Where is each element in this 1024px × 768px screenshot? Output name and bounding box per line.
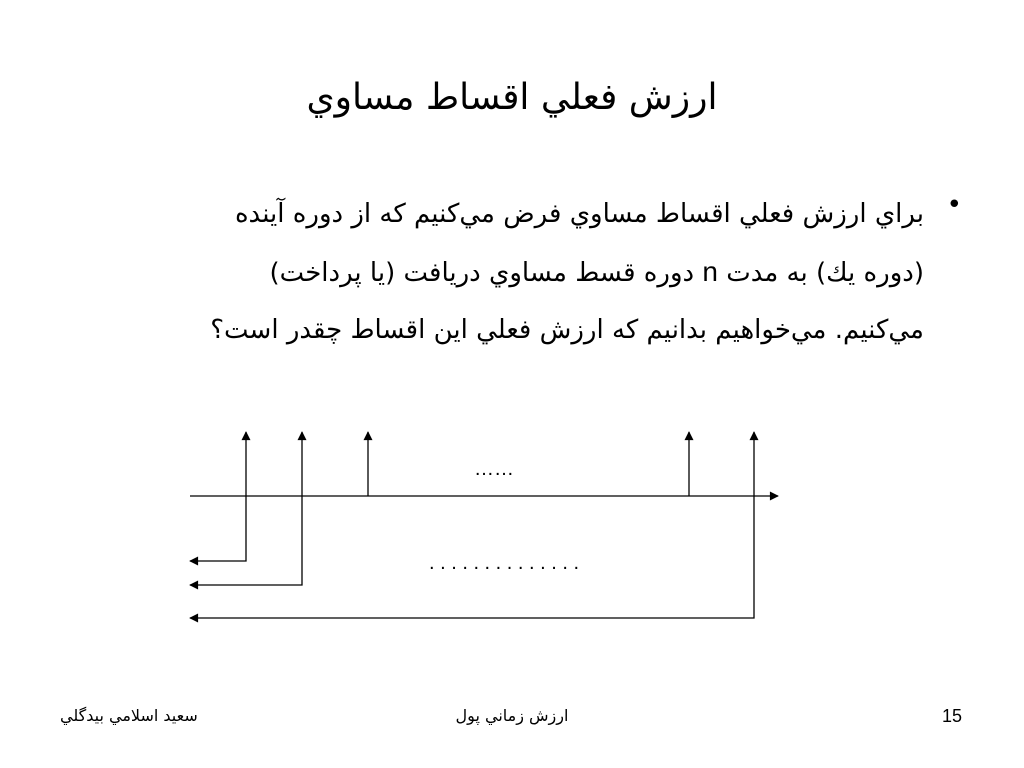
- slide-number: 15: [941, 706, 962, 726]
- bullet-line-2-end: دوره قسط مساوي دريافت (يا پرداخت): [269, 258, 695, 288]
- footer-author: سعيد اسلامي بيدگلي: [60, 706, 198, 725]
- slide-title: ارزش فعلي اقساط مساوي: [306, 77, 718, 118]
- lower-gap-label: . . . . . . . . . . . . . .: [428, 552, 580, 574]
- footer-topic: ارزش زماني پول: [455, 706, 569, 725]
- bullet-line-3: مي‌كنيم. مي‌خواهيم بدانيم كه ارزش فعلي اين اقساط چقدر است؟: [210, 315, 924, 345]
- discount-arrow-1: [190, 496, 246, 561]
- bullet-line-1: براي ارزش فعلي اقساط مساوي فرض مي‌كنيم كه از دوره آينده: [234, 199, 924, 229]
- upper-gap-label: ……: [474, 458, 514, 480]
- bullet-line-2-start: (دوره يك) به مدت: [726, 258, 924, 288]
- period-count-variable: n: [702, 256, 718, 287]
- bullet-marker: •: [946, 190, 962, 220]
